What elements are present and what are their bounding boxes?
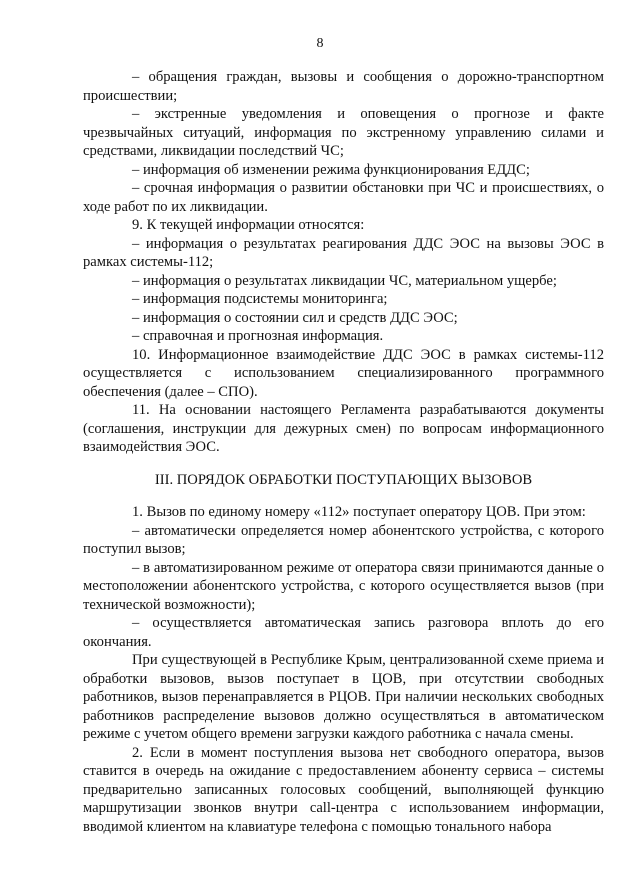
section-heading: III. ПОРЯДОК ОБРАБОТКИ ПОСТУПАЮЩИХ ВЫЗОВОВ bbox=[154, 471, 533, 488]
paragraph: – информация о результатах ликвидации ЧС, материальном ущербе; bbox=[132, 272, 557, 289]
page-number: 8 bbox=[316, 36, 324, 51]
paragraph: – справочная и прогнозная информация. bbox=[132, 328, 384, 344]
paragraph: При существующей в Республике Крым, централизованной схеме приема и обработки вызовов, вызов поступает в ЦОВ, при отсутствии свободных работников, вызов перенаправляется в РЦОВ. При наличии нескольких свободных работников распределение вызовов должно осуществляться в автоматическом режиме с учетом общего времени загрузки каждого работника с начала смены. bbox=[83, 652, 604, 742]
paragraph: – информация о состоянии сил и средств ДДС ЭОС; bbox=[132, 309, 458, 326]
paragraph: – экстренные уведомления и оповещения о прогнозе и факте чрезвычайных ситуаций, информация по экстренному управлению силами и средствами, ликвидации последствий ЧС; bbox=[83, 106, 604, 159]
paragraph: 2. Если в момент поступления вызова нет свободного оператора, вызов ставится в очередь на ожидание с предоставлением абоненту сервиса – системы предварительно записанных голосовых сообщений, выполняющей функцию маршрутизации звонков внутри call-центра с использованием информации, вводимой клиентом на клавиатуре телефона с помощью тонального набора bbox=[83, 744, 604, 835]
paragraph: – в автоматизированном режиме от оператора связи принимаются данные о местоположении абонентского устройства, с которого осуществляется вызов (при технической возможности); bbox=[83, 559, 604, 613]
paragraph: – информация подсистемы мониторинга; bbox=[132, 291, 388, 307]
paragraph: 9. К текущей информации относятся: bbox=[132, 217, 365, 233]
paragraph: 11. На основании настоящего Регламента разрабатываются документы (соглашения, инструкции для дежурных смен) по вопросам информационного взаимодействия ЭОС. bbox=[83, 402, 604, 455]
paragraph: 10. Информационное взаимодействие ДДС ЭОС в рамках системы-112 осуществляется с использованием специализированного программного обеспечения (далее – СПО). bbox=[83, 346, 604, 400]
paragraph: – обращения граждан, вызовы и сообщения о дорожно-транспортном происшествии; bbox=[83, 69, 604, 104]
paragraph: – автоматически определяется номер абонентского устройства, с которого поступил вызов; bbox=[83, 522, 604, 557]
page-body bbox=[83, 68, 604, 836]
paragraph: – информация о результатах реагирования ДДС ЭОС на вызовы ЭОС в рамках системы-112; bbox=[83, 235, 604, 270]
paragraph: – информация об изменении режима функционирования ЕДДС; bbox=[132, 161, 530, 178]
paragraph: 1. Вызов по единому номеру «112» поступает оператору ЦОВ. При этом: bbox=[132, 504, 586, 520]
paragraph: – осуществляется автоматическая запись разговора вплоть до его окончания. bbox=[83, 615, 604, 650]
paragraph: – срочная информация о развитии обстановки при ЧС и происшествиях, о ходе работ по их ликвидации. bbox=[83, 180, 604, 215]
